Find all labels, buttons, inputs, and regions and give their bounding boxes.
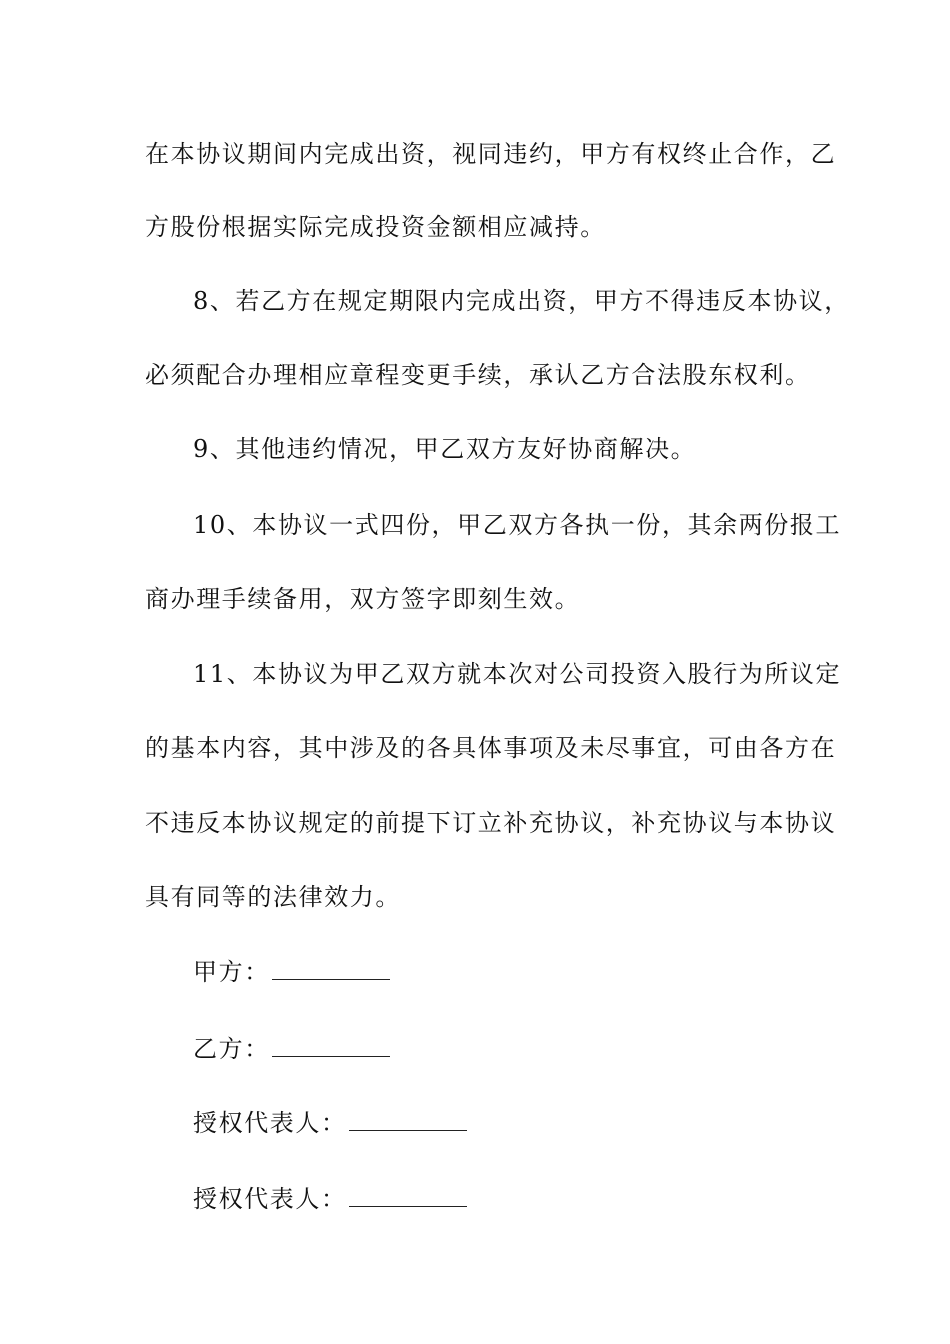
representative-a-signature <box>193 1105 467 1141</box>
body-text-line: 方股份根据实际完成投资金额相应减持。 <box>145 213 606 241</box>
body-text-line: 不违反本协议规定的前提下订立补充协议，补充协议与本协议 <box>145 809 837 837</box>
party-a-label: 甲方： <box>193 958 270 986</box>
body-text-line: 具有同等的法律效力。 <box>145 883 401 911</box>
body-text-line: 必须配合办理相应章程变更手续，承认乙方合法股东权利。 <box>145 361 811 389</box>
party-b-signature-blank[interactable] <box>272 1034 390 1057</box>
party-b-signature <box>193 1031 390 1067</box>
representative-b-signature-blank[interactable] <box>349 1184 467 1207</box>
body-text-line: 商办理手续备用，双方签字即刻生效。 <box>145 585 581 613</box>
clause-8-line: 8、若乙方在规定期限内完成出资，甲方不得违反本协议， <box>193 287 850 315</box>
party-a-signature <box>193 954 390 990</box>
clause-10-line: 10、本协议一式四份，甲乙双方各执一份，其余两份报工 <box>193 511 842 539</box>
representative-b-signature <box>193 1181 467 1217</box>
representative-a-signature-blank[interactable] <box>349 1108 467 1131</box>
clause-9-line: 9、其他违约情况，甲乙双方友好协商解决。 <box>193 435 697 463</box>
clause-11-line: 11、本协议为甲乙双方就本次对公司投资入股行为所议定 <box>193 660 842 688</box>
representative-a-label: 授权代表人： <box>193 1109 347 1137</box>
party-a-signature-blank[interactable] <box>272 957 390 980</box>
representative-b-label: 授权代表人： <box>193 1185 347 1213</box>
party-b-label: 乙方： <box>193 1035 270 1063</box>
body-text-line: 的基本内容，其中涉及的各具体事项及未尽事宜，可由各方在 <box>145 734 837 762</box>
body-text-line: 在本协议期间内完成出资，视同违约，甲方有权终止合作，乙 <box>145 140 837 168</box>
